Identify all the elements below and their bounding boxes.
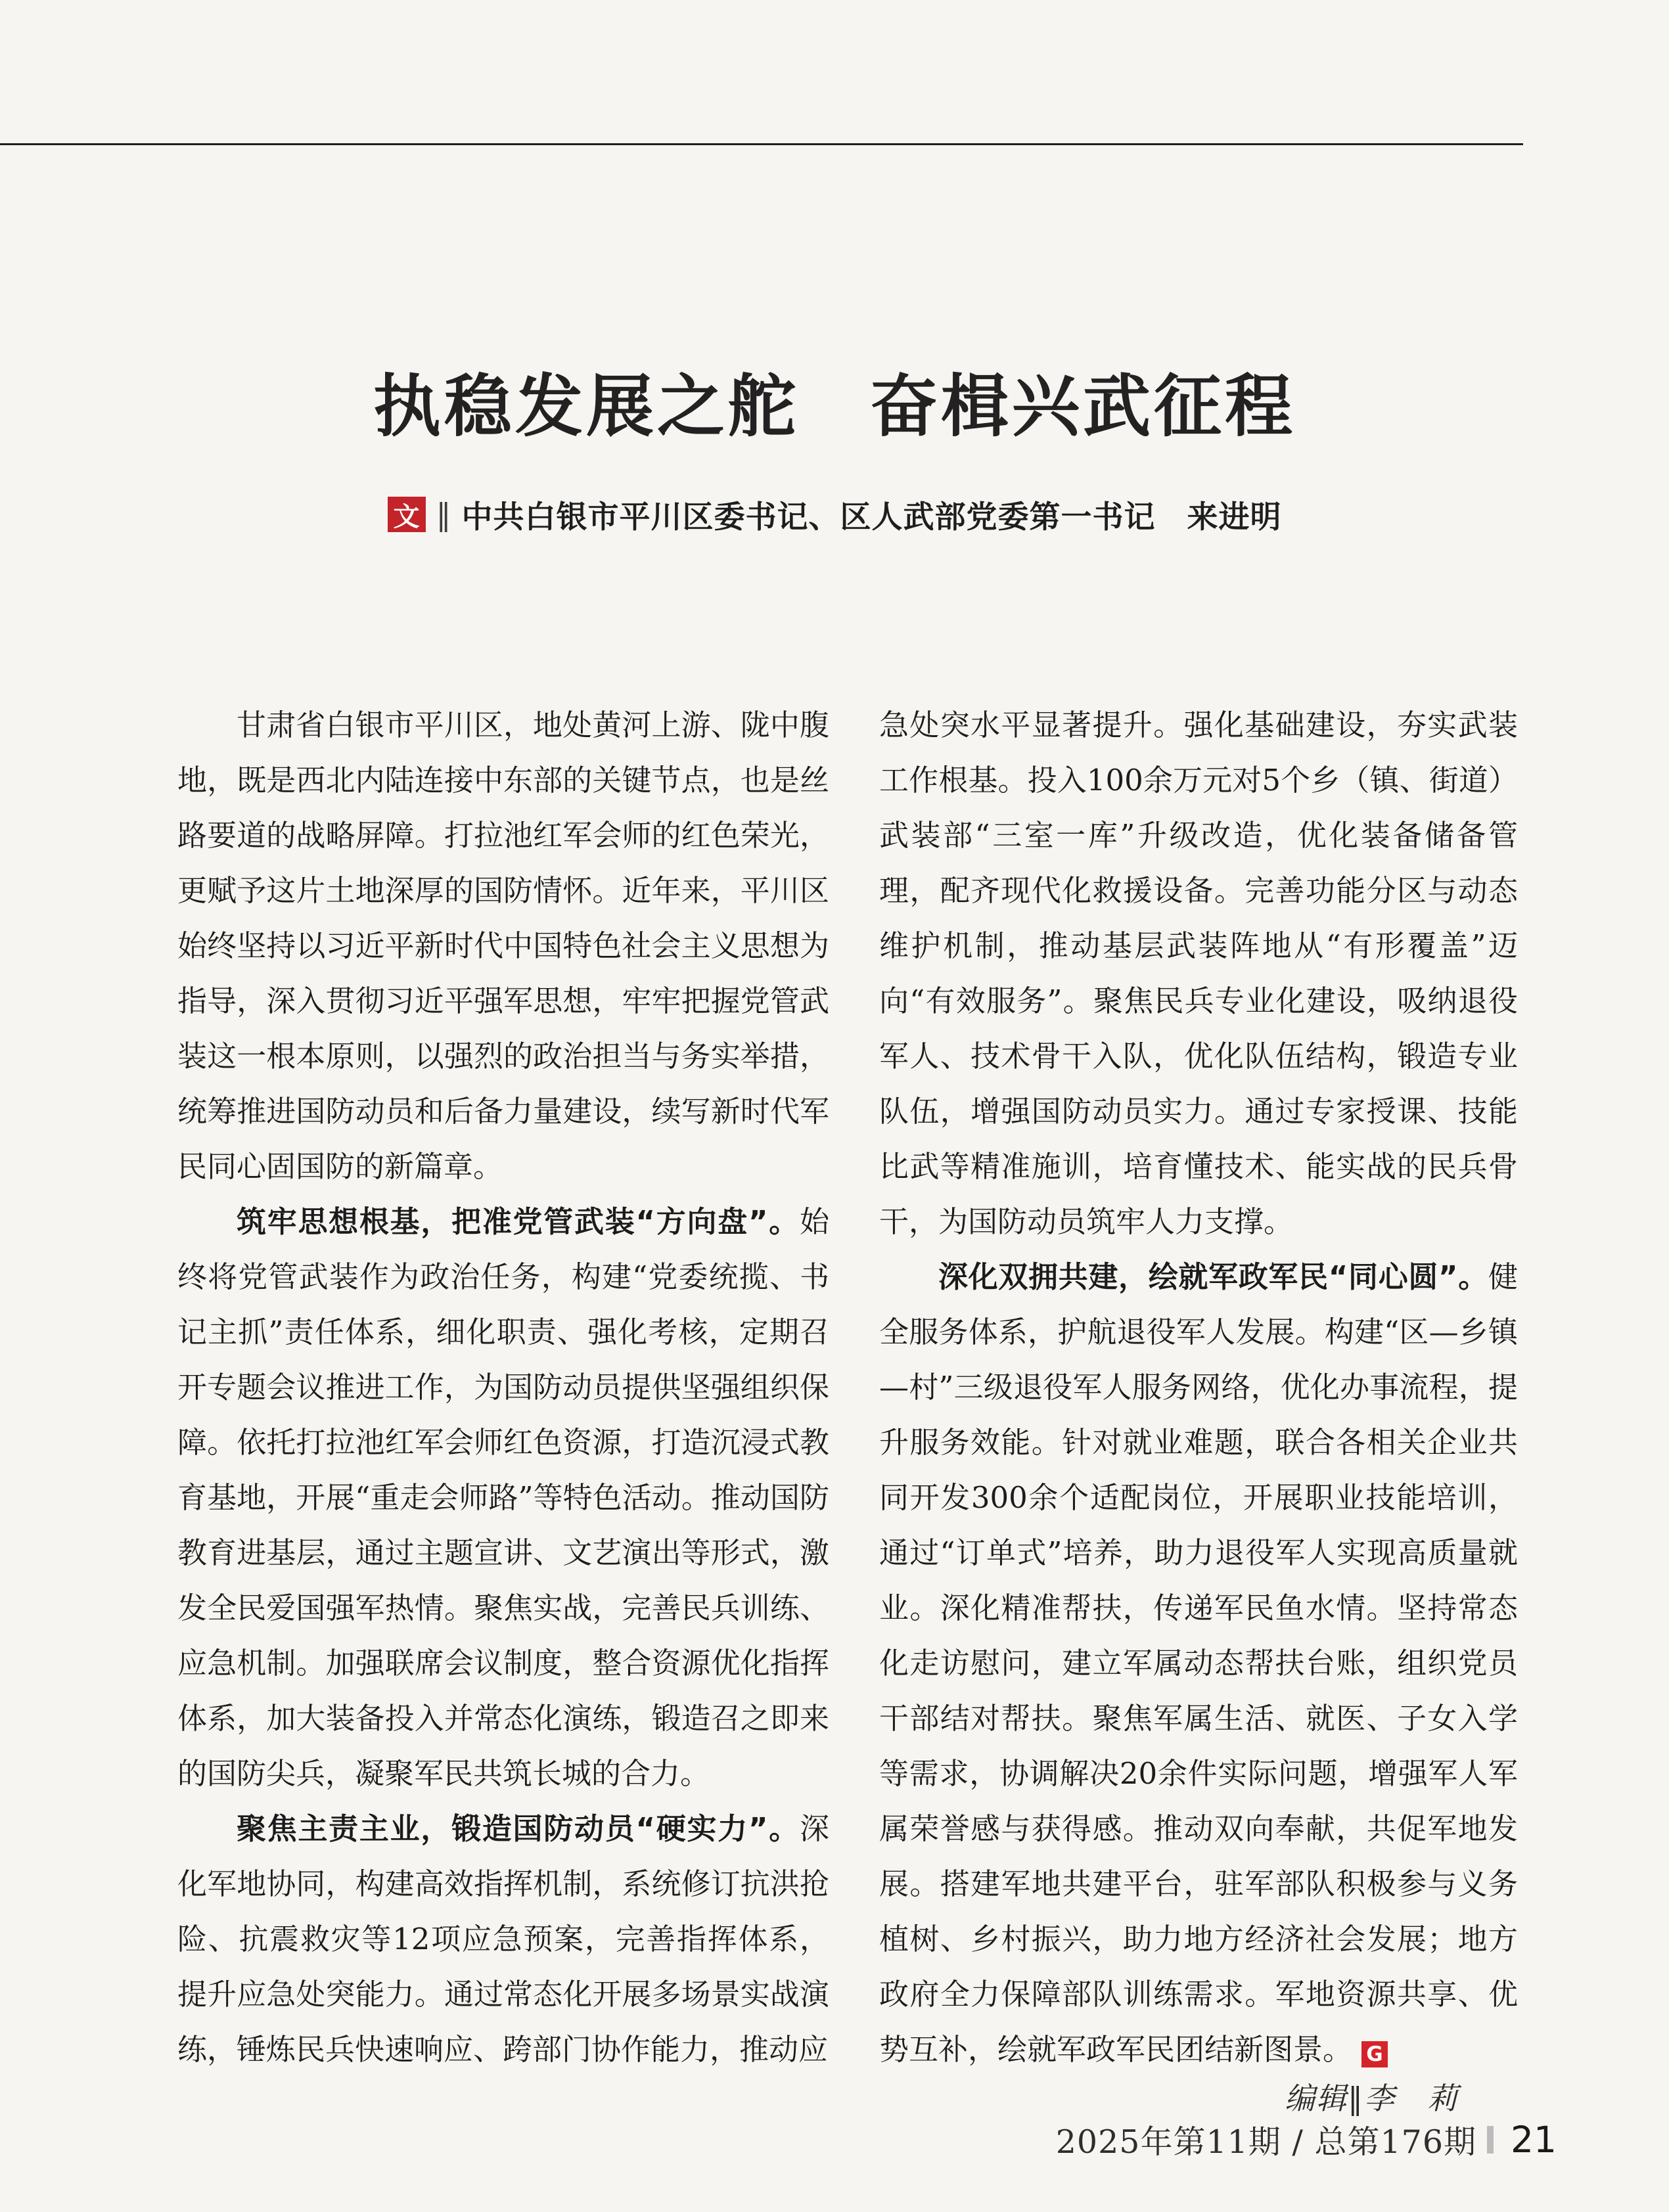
footer-divider — [1487, 2126, 1494, 2154]
paragraph — [177, 1194, 829, 1801]
paragraph — [177, 1801, 829, 2077]
article-title: 执稳发展之舵 奋楫兴武征程 — [373, 367, 1296, 446]
paragraph-text: 甘肃省白银市平川区，地处黄河上游、陇中腹地，既是西北内陆连接中东部的关键节点，也是丝路要道的战略屏障。打拉池红军会师的红色荣光，更赋予这片土地深厚的国防情怀。近年来，平川区始终坚持以习近平新时代中国特色社会主义思想为指导，深入贯彻习近平强军思想，牢牢把握党管武装这一根本原则，以强烈的政治担当与务实举措，统筹推进国防动员和后备力量建设，续写新时代军民同心固国防的新篇章。 — [177, 708, 829, 1184]
paragraph-lead: 聚焦主责主业，锻造国防动员“硬实力”。 — [237, 1811, 800, 1846]
article-column-left — [177, 698, 829, 2077]
paragraph-continuation — [879, 698, 1518, 1250]
paragraph-lead: 筑牢思想根基，把准党管武装“方向盘”。 — [237, 1204, 800, 1239]
editor-credit — [1285, 2075, 1459, 2118]
byline — [0, 493, 1669, 536]
page-footer — [1056, 2117, 1557, 2163]
end-mark-g: G — [1361, 2041, 1388, 2067]
editor-name: 李 莉 — [1364, 2081, 1459, 2116]
paragraph-text: 始终将党管武装作为政治任务，构建“党委统揽、书记主抓”责任体系，细化职责、强化考核，定期召开专题会议推进工作，为国防动员提供坚强组织保障。依托打拉池红军会师红色资源，打造沉浸式教育基地，开展“重走会师路”等特色活动。推动国防教育进基层，通过主题宣讲、文艺演出等形式，激发全民爱国强军热情。聚焦实战，完善民兵训练、应急机制。加强联席会议制度，整合资源优化指挥体系，加大装备投入并常态化演练，锻造召之即来的国防尖兵，凝聚军民共筑长城的合力。 — [177, 1204, 829, 1791]
byline-author: 中共白银市平川区委书记、区人武部党委第一书记 来进明 — [461, 499, 1282, 535]
paragraph — [177, 698, 829, 1194]
editor-separator: ‖ — [1348, 2081, 1364, 2116]
paragraph — [879, 1250, 1518, 2077]
byline-separator: ‖ — [436, 497, 451, 532]
paragraph-text: 健全服务体系，护航退役军人发展。构建“区—乡镇—村”三级退役军人服务网络，优化办事流程，提升服务效能。针对就业难题，联合各相关企业共同开发300余个适配岗位，开展职业技能培训，通过“订单式”培养，助力退役军人实现高质量就业。深化精准帮扶，传递军民鱼水情。坚持常态化走访慰问，建立军属动态帮扶台账，组织党员干部结对帮扶。聚焦军属生活、就医、子女入学等需求，协调解决20余件实际问题，增强军人军属荣誉感与获得感。推动双向奉献，共促军地发展。搭建军地共建平台，驻军部队积极参与义务植树、乡村振兴，助力地方经济社会发展；地方政府全力保障部队训练需求。军地资源共享、优势互补，绘就军政军民团结新图景。 — [879, 1259, 1518, 2067]
article-column-right — [879, 698, 1518, 2077]
top-rule — [0, 143, 1523, 145]
page-number: 21 — [1511, 2119, 1557, 2161]
paragraph-text: 深化军地协同，构建高效指挥机制，系统修订抗洪抢险、抗震救灾等12项应急预案，完善指挥体系，提升应急处突能力。通过常态化开展多场景实战演练，锤炼民兵快速响应、跨部门协作能力，推动应 — [177, 1811, 829, 2067]
byline-wen-badge: 文 — [388, 497, 426, 532]
editor-label: 编辑 — [1285, 2081, 1348, 2116]
paragraph-text: 急处突水平显著提升。强化基础建设，夯实武装工作根基。投入100余万元对5个乡（镇、街道）武装部“三室一库”升级改造，优化装备储备管理，配齐现代化救援设备。完善功能分区与动态维护机制，推动基层武装阵地从“有形覆盖”迈向“有效服务”。聚焦民兵专业化建设，吸纳退役军人、技术骨干入队，优化队伍结构，锻造专业队伍，增强国防动员实力。通过专家授课、技能比武等精准施训，培育懂技术、能实战的民兵骨干，为国防动员筑牢人力支撑。 — [879, 708, 1518, 1239]
paragraph-lead: 深化双拥共建，绘就军政军民“同心圆”。 — [938, 1259, 1488, 1294]
issue-info: 2025年第11期 / 总第176期 — [1055, 2123, 1476, 2161]
